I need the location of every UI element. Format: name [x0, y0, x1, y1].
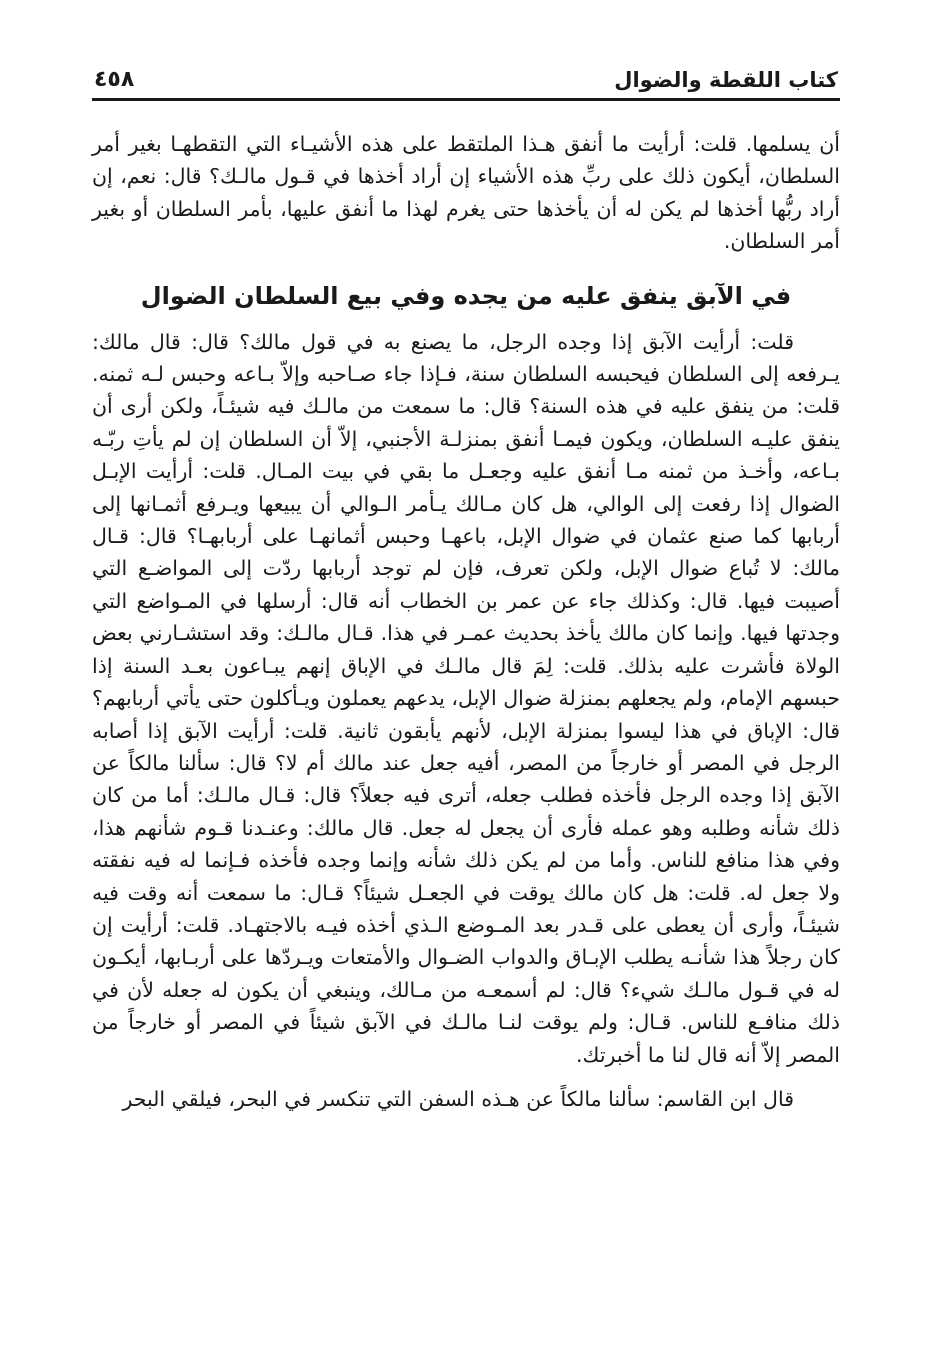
main-paragraph: قلت: أرأيت الآبق إذا وجده الرجل، ما يصنع به في قول مالك؟ قال: قال مالك: يـرفعه إلى السلطان فيحبسه السلطان سنة، فـإذا جاء صـاحبه وإلاّ بـاعه وحبس لـه ثمنه. قلت: من ينفق عليه في هذه السنة؟ قال: ما سمعت من مالـك فيه شيئـاً، ولكن أرى أن ينفق عليـه السلطان، ويكون فيمـا أنفق بمنزلـة الأجنبي، إلاّ أن السلطان إن لم يأتِ ربّـه بـاعه، وأخـذ من ثمنه مـا أنفق عليه وجعـل ما بقي في بيت المـال. قلت: أرأيت الإبـل الضوال إذا رفعت إلى الوالي، هل كان مـالك يـأمر الـوالي أن يبيعها ويـرفع أثمـانها إلى أربابها كما صنع عثمان في ضوال الإبل، باعهـا وحبس أثمانهـا على أربابهـا؟ قال: قـال مالك: لا تُباع ضوال الإبل، ولكن تعرف، فإن لم توجد أربابها ردّت إلى المواضـع التي أصيبت فيها. قال: وكذلك جاء عن عمر بن الخطاب أنه قال: أرسلها في المـواضع التي وجدتها فيها. وإنما كان مالك يأخذ بحديث عمـر في هذا. قـال مالـك: وقد استشـارني بعض الولاة فأشرت عليه بذلك. قلت: لِمَ قال مالـك في الإباق إنهم يبـاعون بعـد السنة إذا حبسهم الإمام، ولم يجعلهم بمنزلة ضوال الإبل، يدعهم يعملون ويـأكلون حتى يأتي أربابهم؟ قال: الإباق في هذا ليسوا بمنزلة الإبل، لأنهم يأبقون ثانية. قلت: أرأيت الآبق إذا أصابه الرجل في المصر أو خارجاً من المصر، أفيه جعل عند مالك أم لا؟ قال: سألنا مالكاً عن الآبق إذا وجده الرجل فأخذه فطلب جعله، أترى فيه جعلاً؟ قال: قـال مالـك: أما من كان ذلك شأنه وطلبه وهو عمله فأرى أن يجعل له جعل. قال مالك: وعنـدنا قـوم شأنهم هذا، وفي هذا منافع للناس. وأما من لم يكن ذلك شأنه وإنما وجده فأخذه فـإنما له فيه نفقته ولا جعل له. قلت: هل كان مالك يوقت في الجعـل شيئاً؟ قـال: ما سمعت أنه وقت فيه شيئـاً، وأرى أن يعطى على قـدر بعد المـوضع الـذي أخذه فيـه بالاجتهـاد. قلت: أرأيت إن كان رجلاً هذا شأنـه يطلب الإبـاق والدواب الضـوال والأمتعات ويـردّها على أربـابها، أيكـون له في قـول مالـك شيء؟ قال: لم أسمعـه من مـالك، وينبغي أن يكون له جعله لأن في ذلك منافـع للناس. قـال: ولم يوقت لنـا مالـك في الآبق شيئاً في المصر أو خارجاً من المصر إلاّ أنه قال لنا ما أخبرتك. — [92, 329, 840, 1067]
last-paragraph: قال ابن القاسم: سألنا مالكاً عن هـذه السفن التي تنكسر في البحر، فيلقي البحر — [122, 1086, 794, 1111]
section-heading: في الآبق ينفق عليه من يجده وفي بيع السلطان الضوال — [140, 281, 792, 310]
page-number: ٤٥٨ — [94, 67, 135, 92]
page-header — [92, 62, 840, 101]
running-title: كتاب اللقطة والضوال — [614, 68, 838, 92]
intro-paragraph: أن يسلمها. قلت: أرأيت ما أنفق هـذا الملتقط على هذه الأشيـاء التي التقطهـا بغير أمر السلطان، أيكون ذلك على ربِّ هذه الأشياء إن أراد أخذها في قـول مالـك؟ قال: نعم، إن أراد ربُّها أخذها لم يكن له أن يأخذها حتى يغرم لهذا ما أنفق عليها، بأمر السلطان أو بغير أمر السلطان. — [92, 132, 840, 254]
book-page — [92, 62, 840, 1352]
